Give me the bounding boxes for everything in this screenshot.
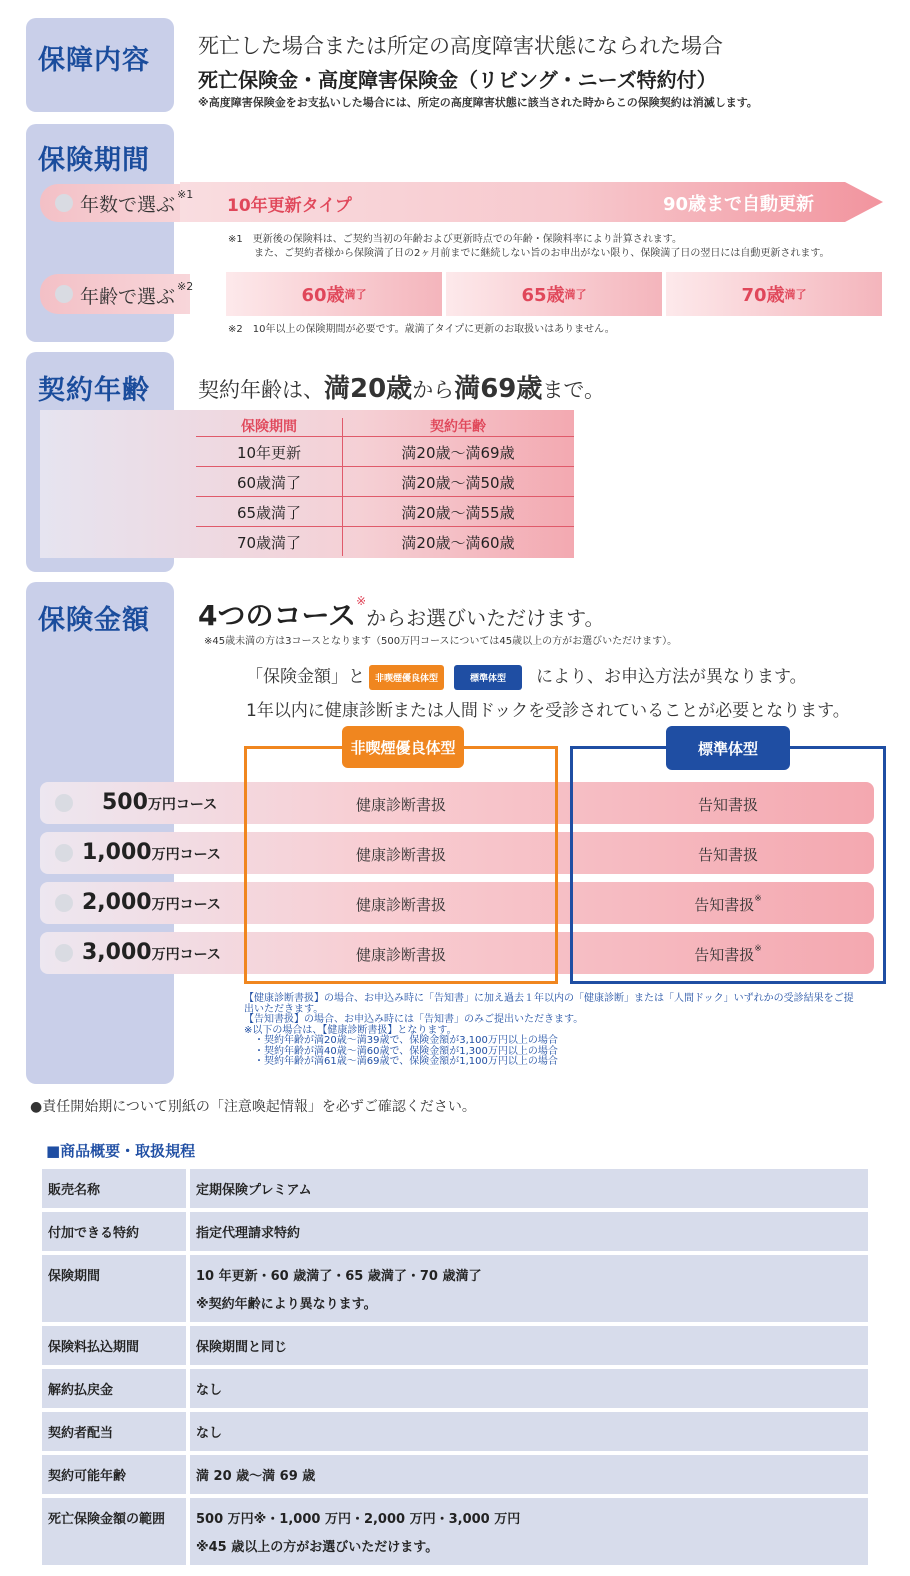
overview-key: 解約払戻金	[42, 1369, 186, 1408]
amount-notes: 【健康診断書扱】の場合、お申込み時に「告知書」に加え過去１年以内の「健康診断」または「人間ドック」いずれかの受診結果をご提 出いただきます。 【告知書扱】の場合、お申込み時には「告知書」のみご提出いただきます。 ※以下の場合は、【健康診断書扱】となります。 ・契約年齢が満20歳〜満39歳で、保険金額が3,100万円以上の場合 ・契約年齢が満40歳〜満60歳で、保険金額が1,300万円以上の場合 ・契約年齢が満61歳〜満69歳で、保険金額が1,100万円以上の場合	[244, 993, 854, 1067]
age-table-divider	[196, 466, 574, 467]
overview-value: なし	[186, 1412, 868, 1451]
course-amount: 500万円コース	[102, 790, 218, 815]
overview-key: 保険期間	[42, 1255, 186, 1322]
overview-title: ■商品概要・取扱規程	[46, 1142, 196, 1160]
course-amount: 3,000万円コース	[82, 940, 221, 965]
table-row	[42, 1369, 868, 1408]
period-age-option-65: 65歳 満了	[446, 272, 662, 316]
overview-key: 販売名称	[42, 1169, 186, 1208]
course-amount: 1,000万円コース	[82, 840, 221, 865]
amount-method-line2: 1年以内に健康診断または人間ドックを受診されていることが必要となります。	[246, 701, 850, 721]
overview-value: なし	[186, 1369, 868, 1408]
section-title-coverage: 保障内容	[38, 45, 150, 76]
overview-key: 契約者配当	[42, 1412, 186, 1451]
overview-value: 10 年更新・60 歳満了・65 歳満了・70 歳満了 ※契約年齢により異なります。	[186, 1255, 868, 1322]
period-age-option-70: 70歳 満了	[666, 272, 882, 316]
standard-frame	[570, 746, 886, 984]
bullet-icon	[55, 894, 73, 912]
overview-key: 付加できる特約	[42, 1212, 186, 1251]
bullet-icon	[55, 844, 73, 862]
table-row	[42, 1412, 868, 1451]
age-lead: 契約年齢は、満20歳から満69歳まで。	[198, 374, 605, 404]
course-amount: 2,000万円コース	[82, 890, 221, 915]
age-table-divider	[196, 496, 574, 497]
age-table-cell: 70歳満了	[236, 534, 302, 552]
course-left-method: 健康診断書扱	[355, 846, 446, 864]
age-table-header-period: 保険期間	[241, 419, 297, 435]
overview-value: 満 20 歳〜満 69 歳	[186, 1455, 868, 1494]
age-table-header-age: 契約年齢	[430, 419, 486, 435]
course-right-method: 告知書扱※	[694, 944, 762, 964]
overview-key: 死亡保険金額の範囲	[42, 1498, 186, 1565]
table-row	[42, 1326, 868, 1365]
coverage-note: ※高度障害保険金をお支払いした場合には、所定の高度障害状態に該当された時からこの保険契約は消滅します。	[198, 96, 758, 109]
age-table-cell: 満20歳〜満69歳	[401, 444, 515, 462]
section-title-period: 保険期間	[38, 145, 150, 176]
section-title-age: 契約年齢	[38, 375, 150, 406]
standard-tag: 標準体型	[454, 665, 522, 690]
table-row	[42, 1498, 868, 1565]
bullet-icon	[55, 794, 73, 812]
age-table-divider	[196, 526, 574, 527]
period-age-label: 年齢で選ぶ $^{※2}$	[80, 280, 194, 308]
overview-key: 保険料払込期間	[42, 1326, 186, 1365]
nonsmoker-tag: 非喫煙優良体型	[369, 665, 444, 690]
age-table-cell: 10年更新	[236, 444, 302, 462]
amount-method: 「保険金額」と 非喫煙優良体型 標準体型 により、お申込方法が異なります。	[246, 662, 807, 690]
overview-value: 指定代理請求特約	[186, 1212, 868, 1251]
standard-column-header: 標準体型	[666, 726, 790, 770]
overview-table	[42, 1165, 868, 1569]
period-years-type: 10年更新タイプ	[227, 196, 352, 216]
table-row	[42, 1169, 868, 1208]
table-row	[42, 1212, 868, 1251]
period-years-note1: ※1 更新後の保険料は、ご契約当初の年齢および更新時点での年齢・保険料率により計算されます。	[228, 234, 682, 245]
period-age-note: ※2 10年以上の保険期間が必要です。歳満了タイプに更新のお取扱いはありません。	[228, 324, 615, 335]
nonsmoker-column-header: 非喫煙優良体型	[342, 726, 464, 768]
nonsmoker-frame	[244, 746, 558, 984]
age-table-divider	[196, 436, 574, 437]
course-right-method: 告知書扱	[697, 846, 758, 864]
course-left-method: 健康診断書扱	[355, 946, 446, 964]
caution-text: ●責任開始期について別紙の「注意喚起情報」を必ずご確認ください。	[30, 1099, 476, 1115]
amount-lead-note: ※45歳未満の方は3コースとなります（500万円コースについては45歳以上の方がお選びいただけます）。	[204, 636, 678, 647]
age-table-cell: 60歳満了	[236, 474, 302, 492]
age-table-cell: 満20歳〜満50歳	[401, 474, 515, 492]
age-table-cell: 満20歳〜満60歳	[401, 534, 515, 552]
overview-value: 500 万円※・1,000 万円・2,000 万円・3,000 万円 ※45 歳以上の方がお選びいただけます。	[186, 1498, 868, 1565]
table-row	[42, 1455, 868, 1494]
period-years-note2: また、ご契約者様から保険満了日の2ヶ月前までに継続しない旨のお申出がない限り、保険満了日の翌日には自動更新されます。	[254, 248, 830, 259]
table-row	[42, 1255, 868, 1322]
course-left-method: 健康診断書扱	[355, 896, 446, 914]
age-table-cell: 満20歳〜満55歳	[401, 504, 515, 522]
coverage-benefit: 死亡保険金・高度障害保険金（リビング・ニーズ特約付）	[198, 68, 717, 92]
period-years-label: 年数で選ぶ $^{※1}$	[80, 188, 194, 216]
section-title-amount: 保険金額	[38, 605, 150, 636]
overview-key: 契約可能年齢	[42, 1455, 186, 1494]
course-right-method: 告知書扱	[697, 796, 758, 814]
bullet-icon	[55, 285, 73, 303]
overview-value: 保険期間と同じ	[186, 1326, 868, 1365]
period-age-option-60: 60歳 満了	[226, 272, 442, 316]
coverage-lead: 死亡した場合または所定の高度障害状態になられた場合	[198, 34, 723, 58]
bullet-icon	[55, 194, 73, 212]
age-table-cell: 65歳満了	[236, 504, 302, 522]
bullet-icon	[55, 944, 73, 962]
course-right-method: 告知書扱※	[694, 894, 762, 914]
amount-lead: 4つのコース※からお選びいただけます。	[198, 594, 605, 632]
course-left-method: 健康診断書扱	[355, 796, 446, 814]
period-years-auto: 90歳まで自動更新	[663, 194, 815, 215]
overview-value: 定期保険プレミアム	[186, 1169, 868, 1208]
